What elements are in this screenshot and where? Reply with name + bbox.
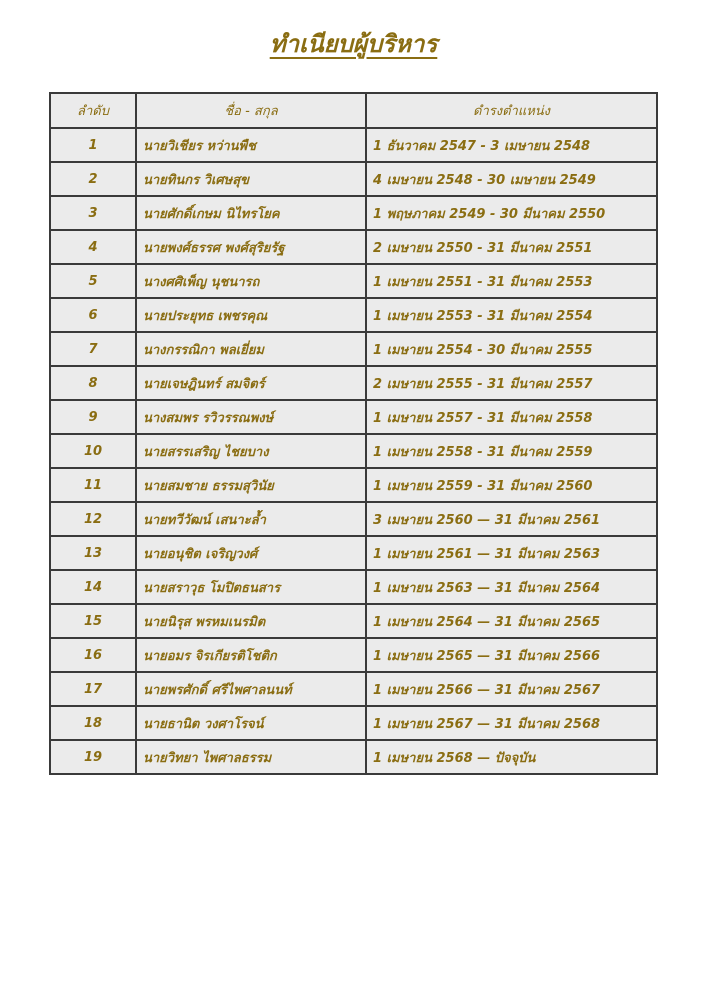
row-term: 1 เมษายน 2566 — 31 มีนาคม 2567 bbox=[366, 672, 657, 706]
table-row bbox=[50, 162, 657, 196]
table-row bbox=[50, 706, 657, 740]
row-term: 1 พฤษภาคม 2549 - 30 มีนาคม 2550 bbox=[366, 196, 657, 230]
row-order: 6 bbox=[50, 298, 136, 332]
row-name: นายวิทยา ไพศาลธรรม bbox=[136, 740, 366, 774]
table-row bbox=[50, 264, 657, 298]
row-term: 1 เมษายน 2563 — 31 มีนาคม 2564 bbox=[366, 570, 657, 604]
row-name: นายประยุทธ เพชรคุณ bbox=[136, 298, 366, 332]
row-name: นายสมชาย ธรรมสุวินัย bbox=[136, 468, 366, 502]
row-term: 4 เมษายน 2548 - 30 เมษายน 2549 bbox=[366, 162, 657, 196]
header-name: ชื่อ - สกุล bbox=[136, 93, 366, 128]
header-term: ดำรงตำแหน่ง bbox=[366, 93, 657, 128]
row-term: 1 เมษายน 2554 - 30 มีนาคม 2555 bbox=[366, 332, 657, 366]
table-row bbox=[50, 298, 657, 332]
row-name: นางศศิเพ็ญ นุชนารถ bbox=[136, 264, 366, 298]
row-name: นายสราวุธ โมปิตธนสาร bbox=[136, 570, 366, 604]
table-row bbox=[50, 536, 657, 570]
table-row bbox=[50, 230, 657, 264]
table-row bbox=[50, 332, 657, 366]
table-row bbox=[50, 468, 657, 502]
row-name: นายพงศ์ธรรศ พงศ์สุริยรัฐ bbox=[136, 230, 366, 264]
row-name: นายทินกร วิเศษสุข bbox=[136, 162, 366, 196]
row-name: นางกรรณิกา พลเยี่ยม bbox=[136, 332, 366, 366]
row-term: 1 เมษายน 2565 — 31 มีนาคม 2566 bbox=[366, 638, 657, 672]
row-order: 16 bbox=[50, 638, 136, 672]
row-term: 1 เมษายน 2568 — ปัจจุบัน bbox=[366, 740, 657, 774]
table-row bbox=[50, 196, 657, 230]
row-order: 18 bbox=[50, 706, 136, 740]
row-name: นายอนุชิต เจริญวงศ์ bbox=[136, 536, 366, 570]
table-row bbox=[50, 740, 657, 774]
table-row bbox=[50, 570, 657, 604]
table-row bbox=[50, 638, 657, 672]
header-order: ลำดับ bbox=[50, 93, 136, 128]
row-term: 1 เมษายน 2558 - 31 มีนาคม 2559 bbox=[366, 434, 657, 468]
row-term: 1 เมษายน 2551 - 31 มีนาคม 2553 bbox=[366, 264, 657, 298]
row-term: 1 เมษายน 2564 — 31 มีนาคม 2565 bbox=[366, 604, 657, 638]
row-order: 5 bbox=[50, 264, 136, 298]
row-order: 17 bbox=[50, 672, 136, 706]
row-name: นางสมพร รวิวรรณพงษ์ bbox=[136, 400, 366, 434]
row-order: 3 bbox=[50, 196, 136, 230]
row-order: 4 bbox=[50, 230, 136, 264]
table-row bbox=[50, 502, 657, 536]
row-term: 1 เมษายน 2567 — 31 มีนาคม 2568 bbox=[366, 706, 657, 740]
page-title: ทำเนียบผู้บริหาร bbox=[269, 29, 438, 58]
administrators-table bbox=[49, 92, 658, 775]
row-term: 1 เมษายน 2557 - 31 มีนาคม 2558 bbox=[366, 400, 657, 434]
row-order: 12 bbox=[50, 502, 136, 536]
row-order: 15 bbox=[50, 604, 136, 638]
row-order: 14 bbox=[50, 570, 136, 604]
row-order: 11 bbox=[50, 468, 136, 502]
table-row bbox=[50, 400, 657, 434]
row-name: นายทวีวัฒน์ เสนาะล้ำ bbox=[136, 502, 366, 536]
row-order: 1 bbox=[50, 128, 136, 162]
row-name: นายธานิต วงศาโรจน์ bbox=[136, 706, 366, 740]
row-term: 3 เมษายน 2560 — 31 มีนาคม 2561 bbox=[366, 502, 657, 536]
row-order: 9 bbox=[50, 400, 136, 434]
row-term: 1 ธันวาคม 2547 - 3 เมษายน 2548 bbox=[366, 128, 657, 162]
row-order: 7 bbox=[50, 332, 136, 366]
row-term: 1 เมษายน 2553 - 31 มีนาคม 2554 bbox=[366, 298, 657, 332]
row-name: นายวิเชียร หว่านพืช bbox=[136, 128, 366, 162]
row-name: นายอมร จิรเกียรติโชติก bbox=[136, 638, 366, 672]
table-row bbox=[50, 604, 657, 638]
table-row bbox=[50, 672, 657, 706]
table-row bbox=[50, 128, 657, 162]
row-term: 2 เมษายน 2550 - 31 มีนาคม 2551 bbox=[366, 230, 657, 264]
row-order: 19 bbox=[50, 740, 136, 774]
row-term: 1 เมษายน 2559 - 31 มีนาคม 2560 bbox=[366, 468, 657, 502]
row-order: 8 bbox=[50, 366, 136, 400]
row-term: 1 เมษายน 2561 — 31 มีนาคม 2563 bbox=[366, 536, 657, 570]
row-order: 2 bbox=[50, 162, 136, 196]
table-row bbox=[50, 434, 657, 468]
table-header-row bbox=[50, 93, 657, 128]
row-name: นายเจษฎินทร์ สมจิตร์ bbox=[136, 366, 366, 400]
row-name: นายสรรเสริญ ไชยบาง bbox=[136, 434, 366, 468]
table-row bbox=[50, 366, 657, 400]
row-name: นายนิรุส พรหมเนรมิต bbox=[136, 604, 366, 638]
row-order: 10 bbox=[50, 434, 136, 468]
row-term: 2 เมษายน 2555 - 31 มีนาคม 2557 bbox=[366, 366, 657, 400]
row-name: นายศักดิ์เกษม นิไทรโยค bbox=[136, 196, 366, 230]
row-order: 13 bbox=[50, 536, 136, 570]
row-name: นายพรศักดิ์ ศรีไพศาลนนท์ bbox=[136, 672, 366, 706]
